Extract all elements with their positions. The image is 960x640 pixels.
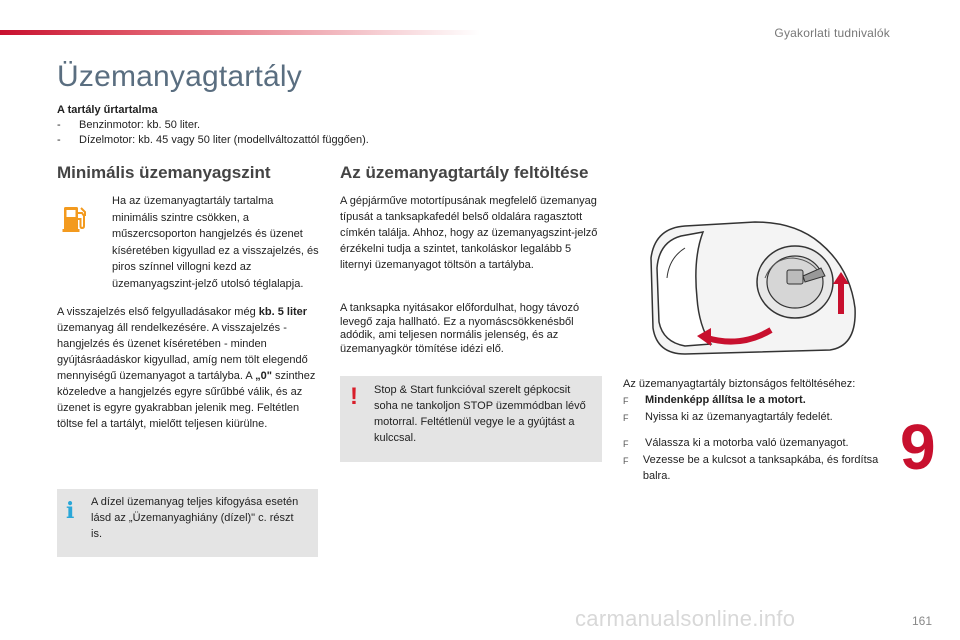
header-accent-bar bbox=[0, 30, 480, 35]
dash: - bbox=[57, 134, 61, 146]
refuel-paragraph-1: A gépjárműve motortípusának megfelelő üzemanyag típusát a tanksapkafedél belső oldalára ragasztott címkén találja. Ahhoz, hogy az üzemanyagszint-jelző érzékelni tudja a szintet, tankoláskor legalább 5 liternyi üzemanyagot töltsön a tartályba. bbox=[340, 195, 598, 271]
capacity-item-text: Dízelmotor: kb. 45 vagy 50 liter (modellváltozattól függően). bbox=[79, 134, 369, 146]
list-item bbox=[623, 409, 883, 426]
capacity-heading: A tartály űrtartalma bbox=[57, 104, 158, 116]
step-text: Nyissa ki az üzemanyagtartály fedelét. bbox=[645, 411, 833, 423]
low-fuel-liters: kb. 5 liter bbox=[258, 306, 308, 318]
refuel-heading: Az üzemanyagtartály feltöltése bbox=[340, 163, 589, 182]
step-text: Válassza ki a motorba való üzemanyagot. bbox=[645, 437, 849, 449]
step-text: Mindenképp állítsa le a motort. bbox=[645, 394, 806, 406]
page-number: 161 bbox=[912, 614, 933, 628]
stop-start-text: Stop & Start funkcióval szerelt gépkocsit soha ne tankoljon STOP üzemmódban lévő motorral. Feltétlenül vegye le a gyújtást a kulccsal. bbox=[374, 384, 586, 444]
safety-instructions bbox=[623, 376, 883, 484]
capacity-item bbox=[57, 118, 369, 133]
exclamation-icon: ! bbox=[350, 383, 358, 410]
chapter-number: 9 bbox=[900, 411, 936, 483]
page-title: Üzemanyagtartály bbox=[57, 60, 302, 93]
dash: - bbox=[57, 119, 61, 131]
bullet-icon: F bbox=[623, 456, 629, 466]
watermark: carmanualsonline.info bbox=[575, 606, 796, 631]
safety-intro: Az üzemanyagtartály biztonságos feltöltéséhez: bbox=[623, 378, 856, 390]
fuel-cap-illustration bbox=[645, 218, 865, 358]
diesel-info-text: A dízel üzemanyag teljes kifogyása esetén lásd az „Üzemanyaghiány (dízel)" c. részt is. bbox=[91, 496, 299, 540]
capacity-item bbox=[57, 133, 369, 148]
low-fuel-text-c: szinthez közeledve a hangjelzés egyre sűrűbbé válik, és az üzenet is egyre gyakrabban jelenik meg. Feltétlen töltse fel a tartályt, mielőtt teljesen kiürülne. bbox=[57, 370, 316, 430]
capacity-item-text: Benzinmotor: kb. 50 liter. bbox=[79, 119, 201, 131]
low-fuel-paragraph bbox=[57, 304, 319, 432]
section-header: Gyakorlati tudnivalók bbox=[774, 26, 890, 40]
low-fuel-warning-text: Ha az üzemanyagtartály tartalma minimális szintre csökken, a műszercsoporton hangjelzés és üzenet kíséretében kigyullad ez a visszajelzés, és piros színnel villogni kezd az üzemanyagszint-jelző utolsó téglalapja. bbox=[112, 195, 319, 290]
fuel-pump-icon bbox=[62, 203, 88, 233]
stop-start-warning-box bbox=[340, 376, 602, 462]
bullet-icon: F bbox=[623, 413, 629, 423]
capacity-section bbox=[57, 103, 369, 148]
zero-level: „0" bbox=[255, 370, 272, 382]
step-text: Vezesse be a kulcsot a tanksapkába, és fordítsa balra. bbox=[642, 454, 879, 482]
bullet-icon: F bbox=[623, 396, 629, 406]
list-item bbox=[623, 392, 883, 409]
refuel-paragraph-2: A tanksapka nyitásakor előfordulhat, hogy távozó levegő zaja hallható. Ez a nyomáscsökkenésből adódik, ami teljesen normális jelenség, és az üzemanyagkör tömítése idézi elő. bbox=[340, 302, 580, 355]
diesel-info-box bbox=[57, 489, 318, 557]
list-item bbox=[623, 435, 883, 452]
info-icon: i bbox=[66, 498, 75, 524]
bullet-icon: F bbox=[623, 439, 629, 449]
list-item bbox=[623, 452, 883, 484]
min-level-heading: Minimális üzemanyagszint bbox=[57, 163, 271, 182]
low-fuel-text-b: üzemanyag áll rendelkezésére. A visszajelzés - hangjelzés és üzenet kíséretében - minden gyújtásráadáskor kigyullad, amíg nem tölt elegendő mennyiségű üzemanyagot a tartályba. A bbox=[57, 322, 308, 382]
low-fuel-text-a: A visszajelzés első felgyulladásakor még bbox=[57, 306, 259, 318]
